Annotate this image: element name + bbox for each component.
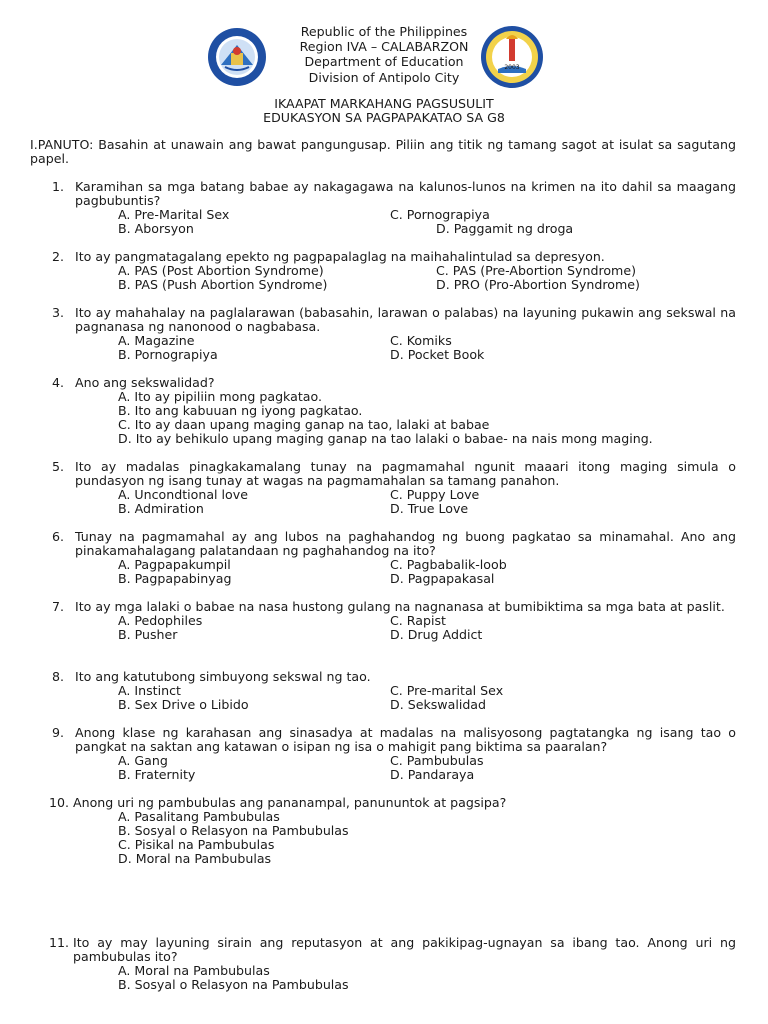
choice-b: B. Fraternity [118,767,196,782]
svg-text:2003: 2003 [504,64,520,71]
header-line-division: Division of Antipolo City [308,69,460,85]
question-text: Anong klase ng karahasan ang sinasadya at madalas na malisyosong pagtatangka ng isang tao o pangkat na saktan ang katawan o isipan ng isa o mahigit pang biktima sa paaralan? [75,725,736,754]
choice-c: C. Rapist [390,613,446,628]
question-number: 8. [52,669,65,684]
exam-title [0,97,768,125]
choice-a: A. Moral na Pambubulas [118,963,270,978]
choice-d: D. Sekswalidad [390,697,487,712]
choice-d: D. Moral na Pambubulas [118,851,272,866]
choice-c: C. Pre-marital Sex [390,683,504,698]
question-number: 7. [52,599,65,614]
question-text: Ito ay may layuning sirain ang reputasyon at ang pakikipag-ugnayan sa ibang tao. Anong uri ng pambubulas ito? [73,935,736,964]
question-text: Anong uri ng pambubulas ang pananampal, panununtok at pagsipa? [73,795,507,810]
choice-d: D. Paggamit ng droga [436,221,574,236]
question-6 [52,530,736,586]
question-9 [52,726,736,782]
question-number: 4. [52,375,65,390]
question-text: Ito ay mga lalaki o babae na nasa hustong gulang na nagnanasa at bumibiktima sa mga bata at paslit. [75,599,725,614]
question-number: 2. [52,249,65,264]
question-text: Ito ay mahahalay na paglalarawan (babasahin, larawan o palabas) na layuning pukawin ang sekswal na pagnanasa ng nanonood o nagbabasa. [75,305,736,334]
choice-a: A. Instinct [118,683,181,698]
choice-b: B. Sosyal o Relasyon na Pambubulas [118,823,349,838]
choice-c: C. Pagbabalik-loob [390,557,507,572]
question-number: 1. [52,179,65,194]
choice-b: B. Pusher [118,627,178,642]
choice-a: A. Gang [118,753,168,768]
question-number: 11. [49,935,70,950]
instructions: I.PANUTO: Basahin at unawain ang bawat pangungusap. Piliin ang titik ng tamang sagot at isulat sa sagutang papel. [30,137,736,166]
question-7 [52,600,736,642]
choice-b: B. PAS (Push Abortion Syndrome) [118,277,328,292]
question-5 [52,460,736,516]
choice-a: A. Pre-Marital Sex [118,207,230,222]
choice-d: D. Pandaraya [390,767,475,782]
header-line-republic: Republic of the Philippines [300,24,468,39]
choice-a: A. Uncondtional love [118,487,248,502]
choice-c: C. Pornograpiya [390,207,490,222]
question-text: Ano ang sekswalidad? [75,375,215,390]
exam-title-line-2: EDUKASYON SA PAGPAPAKATAO SA G8 [263,110,505,125]
header-line-region: Region IVA – CALABARZON [299,39,469,55]
choice-b: B. Pagpapabinyag [118,571,232,586]
choice-d: D. PRO (Pro-Abortion Syndrome) [436,277,640,292]
choice-c: C. Komiks [390,333,452,348]
question-10 [49,795,736,866]
choice-c: C. Pambubulas [390,753,484,768]
question-number: 3. [52,305,65,320]
question-text: Ito ay madalas pinagkakamalang tunay na pagmamahal ngunit maaari itong maging simula o pundasyon ng isang tunay at wagas na pagmamahalan sa tamang panahon. [75,459,736,488]
question-text: Ito ang katutubong simbuyong sekswal ng tao. [75,669,371,684]
question-text: Karamihan sa mga batang babae ay nakagagawa na kalunos-lunos na krimen na ito dahil sa maagang pagbubuntis? [75,179,736,208]
question-text: Ito ay pangmatagalang epekto ng pagpapalaglag na maihahalintulad sa depresyon. [75,249,605,264]
choice-d: D. Ito ay behikulo upang maging ganap na tao lalaki o babae- na nais mong maging. [118,431,653,446]
choice-b: B. Aborsyon [118,221,194,236]
choice-a: A. Pagpapakumpil [118,557,231,572]
choice-d: D. Pocket Book [390,347,485,362]
choice-c: C. Pisikal na Pambubulas [118,837,275,852]
question-1 [52,180,736,236]
choice-c: C. Ito ay daan upang maging ganap na tao, lalaki at babae [118,417,490,432]
choice-b: B. Pornograpiya [118,347,218,362]
choice-a: A. Magazine [118,333,195,348]
header-line-department: Department of Education [304,54,464,70]
choice-d: D. True Love [390,501,469,516]
choice-b: B. Ito ang kabuuan ng iyong pagkatao. [118,403,363,418]
question-11 [49,935,736,992]
choice-a: A. Pedophiles [118,613,203,628]
question-number: 5. [52,459,65,474]
choice-a: A. Pasalitang Pambubulas [118,809,280,824]
choice-b: B. Sex Drive o Libido [118,697,249,712]
question-text: Tunay na pagmamahal ay ang lubos na paghahandog ng buong pagkatao sa minamahal. Ano ang pinakamahalagang palatandaan ng paghahandog na ito? [75,529,736,558]
question-4 [52,376,736,446]
choice-c: C. Puppy Love [390,487,480,502]
question-2 [52,250,736,292]
choice-d: D. Drug Addict [390,627,483,642]
question-number: 10. [49,795,70,810]
choice-b: B. Sosyal o Relasyon na Pambubulas [118,977,349,992]
choice-a: A. PAS (Post Abortion Syndrome) [118,263,324,278]
choice-b: B. Admiration [118,501,204,516]
question-3 [52,306,736,362]
choice-c: C. PAS (Pre-Abortion Syndrome) [436,263,636,278]
choice-d: D. Pagpapakasal [390,571,495,586]
question-8 [52,670,736,712]
exam-title-line-1: IKAAPAT MARKAHANG PAGSUSULIT [274,96,494,111]
choice-a: A. Ito ay pipiliin mong pagkatao. [118,389,322,404]
question-number: 6. [52,529,65,544]
question-number: 9. [52,725,65,740]
